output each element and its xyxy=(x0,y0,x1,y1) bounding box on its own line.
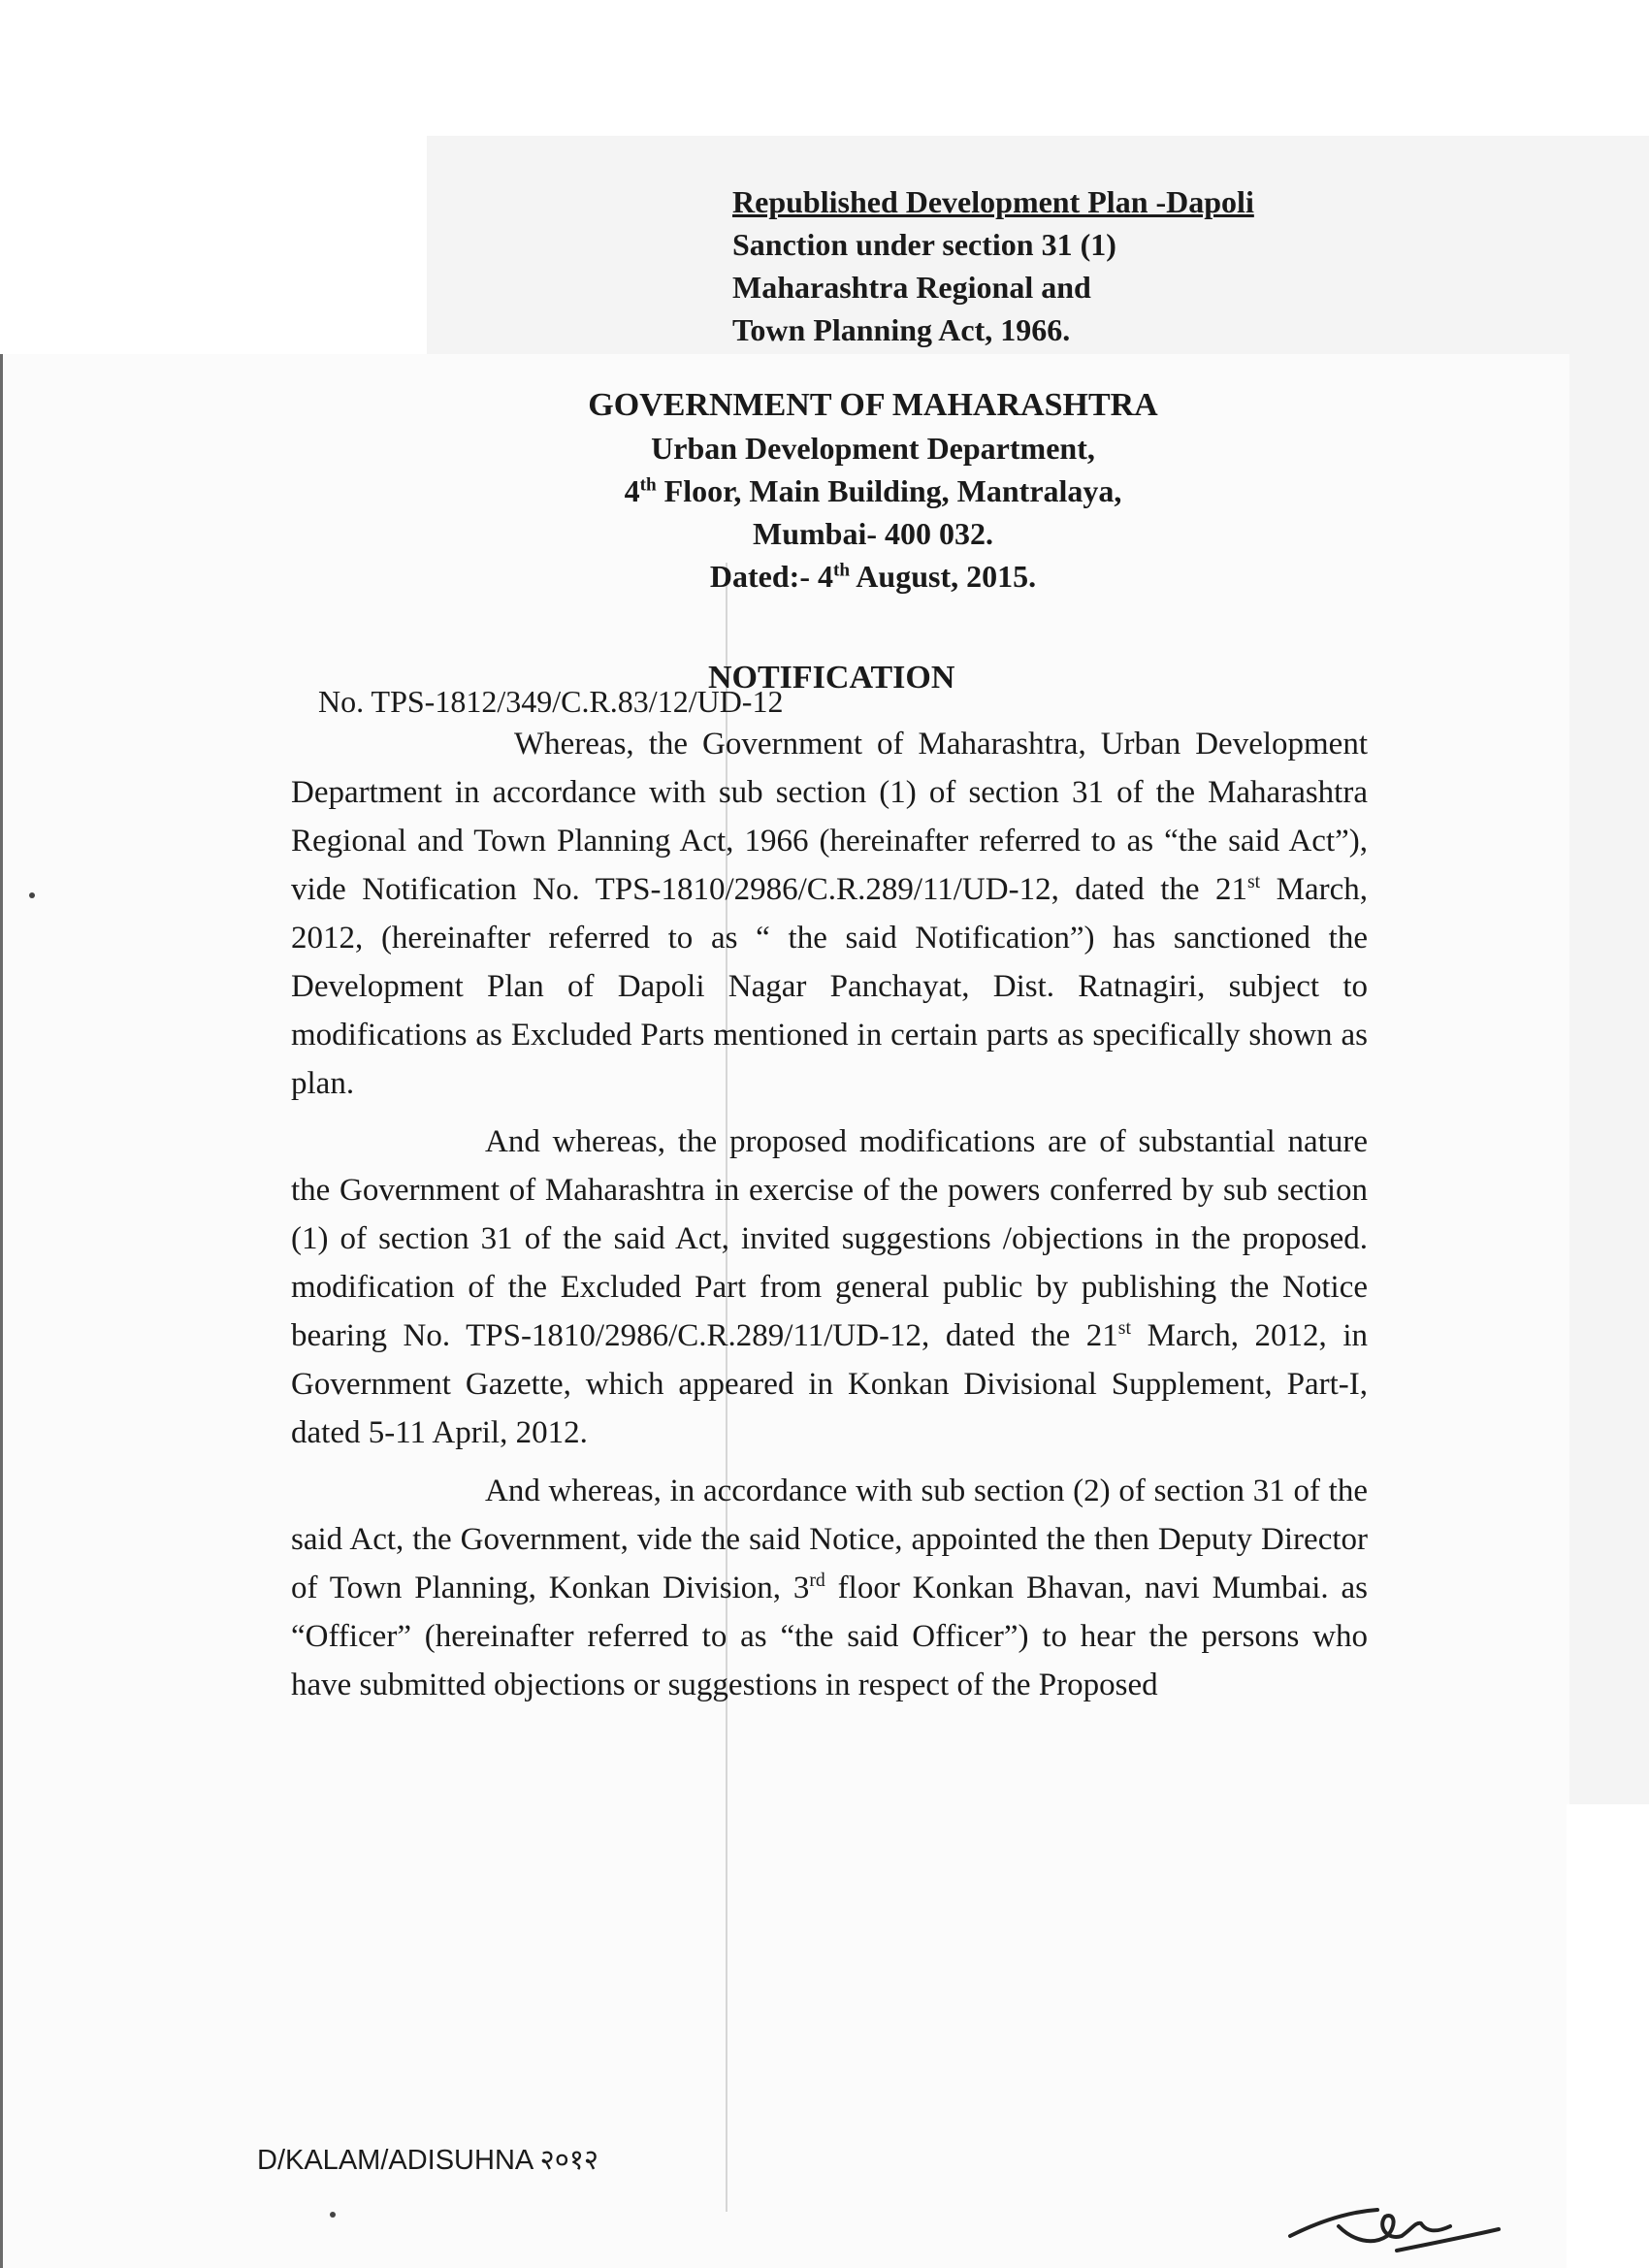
paragraph-1 xyxy=(291,720,1368,1108)
header-act-line1: Maharashtra Regional and xyxy=(732,270,1091,305)
date-prefix: Dated:- 4 xyxy=(709,559,833,594)
scan-edge xyxy=(1567,1804,1649,2268)
header-act-line2: Town Planning Act, 1966. xyxy=(732,312,1071,347)
department-name: Urban Development Department, xyxy=(651,431,1095,466)
paragraph-1-sup: st xyxy=(1246,871,1261,892)
scan-speck xyxy=(330,2212,336,2218)
floor-number: 4 xyxy=(624,473,640,508)
address-line xyxy=(504,470,1242,512)
government-address-block xyxy=(504,384,1242,598)
scan-speck xyxy=(29,892,35,898)
signature-mark xyxy=(1280,2183,1504,2260)
floor-suffix: th xyxy=(639,474,657,496)
paragraph-3 xyxy=(291,1467,1368,1709)
notification-title: NOTIFICATION xyxy=(708,660,955,696)
date-suffix-sup: th xyxy=(832,560,851,581)
paragraph-3-text-a: And whereas, in accordance with sub section (2) of section 31 of the said Act, the Government, vide the said Notice, appointed the then Deputy Director of Town Planning, Konkan Division, 3 xyxy=(291,1474,1368,1605)
paragraph-2 xyxy=(291,1118,1368,1457)
paragraph-1-text-a: Whereas, the Government of Maharashtra, Urban Development Department in accordance with sub section (1) of section 31 of the Maharashtra Regional and Town Planning Act, 1966 (hereinafter referred to as “the said Act”), vide Notification No. TPS-1810/2986/C.R.289/11/UD-12, dated the 21 xyxy=(291,727,1368,907)
government-name: GOVERNMENT OF MAHARASHTRA xyxy=(588,387,1158,423)
header-title: Republished Development Plan -Dapoli xyxy=(732,184,1254,219)
header-section: Sanction under section 31 (1) xyxy=(732,227,1116,262)
paragraph-2-text-a: And whereas, the proposed modifications are of substantial nature the Government of Maharashtra in exercise of the powers conferred by sub section (1) of section 31 of the said Act, invited suggestions /objections in the proposed. modification of the Excluded Part from general public by publishing the Notice bearing No. TPS-1810/2986/C.R.289/11/UD-12, dated the 21 xyxy=(291,1124,1368,1353)
paragraph-2-text-b: March, 2012, in Government Gazette, which appeared in Konkan Divisional Supplement, Part-I, dated 5-11 April, 2012. xyxy=(291,1318,1368,1450)
footer-reference: D/KALAM/ADISUHNA २०१२ xyxy=(257,2145,599,2176)
date-line xyxy=(504,555,1242,598)
header-block xyxy=(732,180,1411,351)
notification-body xyxy=(291,720,1368,1719)
city-line: Mumbai- 400 032. xyxy=(753,516,993,551)
paragraph-2-sup: st xyxy=(1117,1317,1131,1339)
notification-number: No. TPS-1812/349/C.R.83/12/UD-12 xyxy=(318,684,784,719)
paragraph-3-text-b: floor Konkan Bhavan, navi Mumbai. as “Officer” (hereinafter referred to as “the said Officer”) to hear the persons who have submitted objections or suggestions in respect of the Proposed xyxy=(291,1571,1369,1702)
paragraph-3-sup: rd xyxy=(809,1570,825,1591)
date-suffix: August, 2015. xyxy=(850,559,1037,594)
paragraph-1-text-b: March, 2012, (hereinafter referred to as “ the said Notification”) has sanctioned the Development Plan of Dapoli Nagar Panchayat, Dist. Ratnagiri, subject to modifications as Excluded Parts mentioned in certain parts as specifically shown as plan. xyxy=(291,872,1368,1101)
address-rest: Floor, Main Building, Mantralaya, xyxy=(656,473,1122,508)
